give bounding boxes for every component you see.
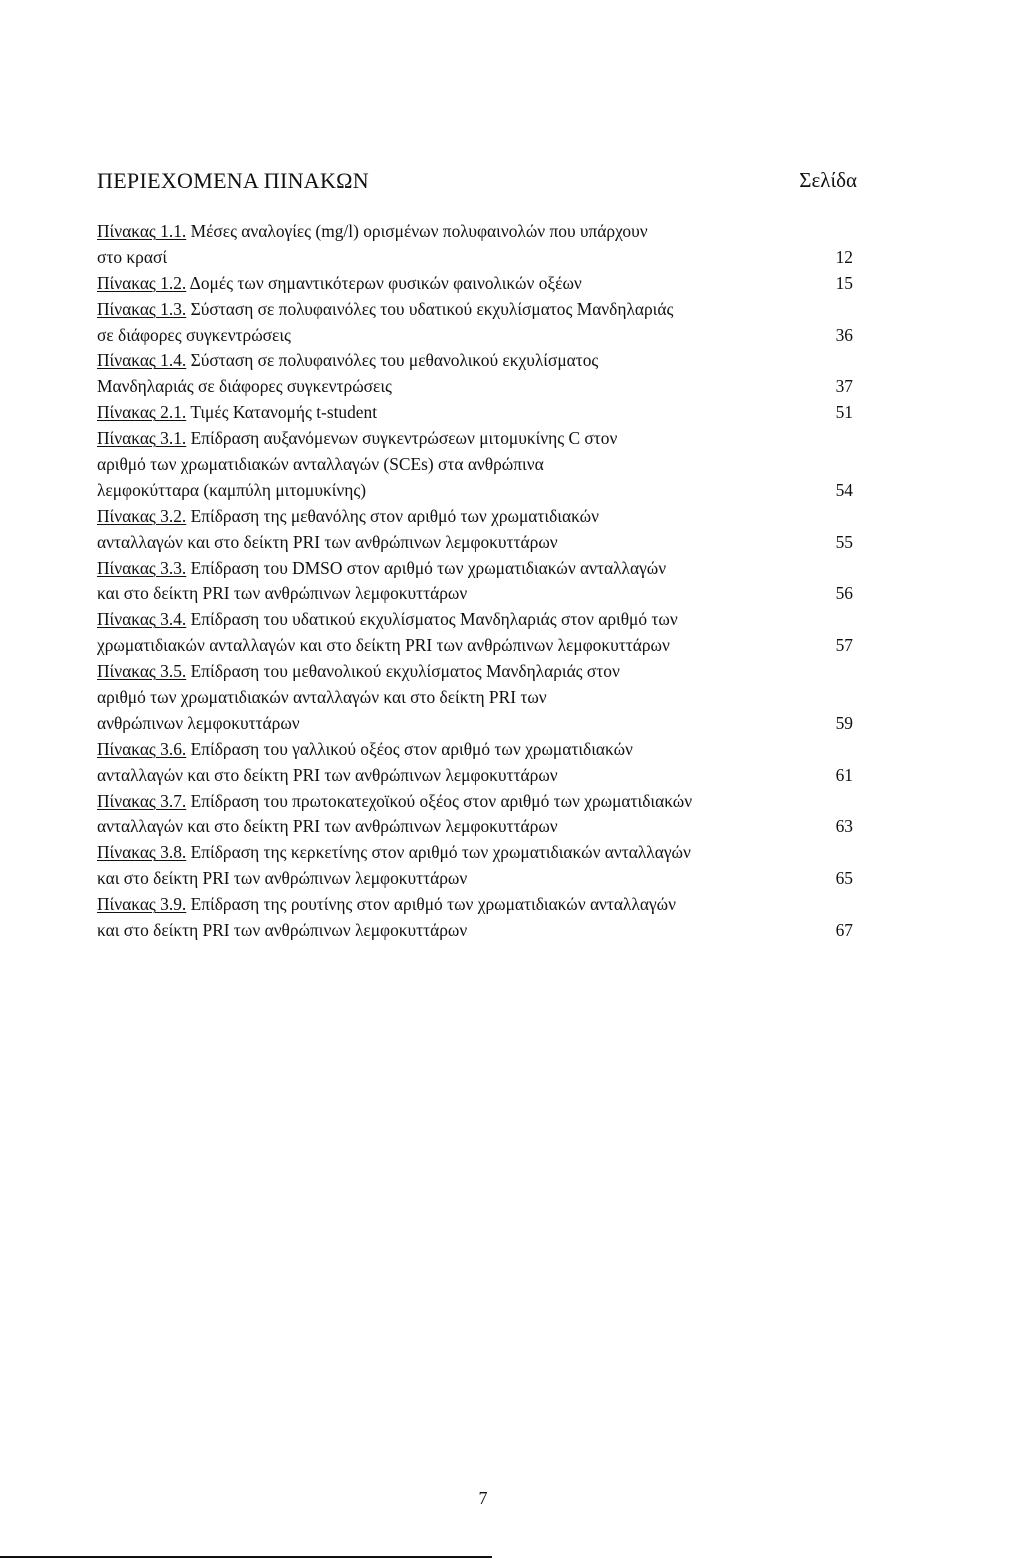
toc-entry — [97, 892, 865, 918]
toc-entry — [97, 737, 865, 763]
toc-entry-text: Επίδραση της μεθανόλης στον αριθμό των χρωματιδιακών — [190, 505, 599, 526]
toc-entry-continuation — [97, 814, 865, 840]
toc-entry-continuation-text: ανθρώπινων λεμφοκυττάρων — [97, 712, 300, 733]
toc-entry-continuation — [97, 866, 865, 892]
toc-entry — [97, 426, 865, 452]
toc-entry-continuation-text: αριθμό των χρωματιδιακών ανταλλαγών (SCEs) στα ανθρώπινα — [97, 454, 544, 475]
toc-entry-page: 37 — [835, 376, 853, 397]
toc-entry — [97, 271, 865, 297]
toc-entry-continuation-text: στο κρασί — [97, 246, 168, 267]
toc-entry-label[interactable]: Πίνακας 3.3. — [97, 557, 187, 578]
toc-entry-page: 61 — [835, 764, 853, 785]
toc-entry — [97, 348, 865, 374]
toc-entry — [97, 297, 865, 323]
toc-entry-continuation-text: ανταλλαγών και στο δείκτη PRI των ανθρώπινων λεμφοκυττάρων — [97, 531, 558, 552]
toc-entry-label[interactable]: Πίνακας 3.2. — [97, 505, 187, 526]
toc-entry-continuation-text: Μανδηλαριάς σε διάφορες συγκεντρώσεις — [97, 376, 392, 397]
toc-entry-continuation-text: αριθμό των χρωματιδιακών ανταλλαγών και στο δείκτη PRI των — [97, 687, 547, 708]
toc-entry-continuation-text: ανταλλαγών και στο δείκτη PRI των ανθρώπινων λεμφοκυττάρων — [97, 764, 558, 785]
toc-entry-continuation — [97, 245, 865, 271]
toc-entry-page: 12 — [835, 246, 853, 267]
toc-entry — [97, 659, 865, 685]
toc-entry-text: Επίδραση του μεθανολικού εκχυλίσματος Μανδηλαριάς στον — [190, 661, 620, 682]
toc-entry — [97, 504, 865, 530]
toc-entry-page: 57 — [835, 635, 853, 656]
toc-entry-continuation-text: χρωματιδιακών ανταλλαγών και στο δείκτη PRI των ανθρώπινων λεμφοκυττάρων — [97, 635, 670, 656]
toc-entry — [97, 840, 865, 866]
toc-entry-text: Επίδραση του πρωτοκατεχοϊκού οξέος στον αριθμό των χρωματιδιακών — [190, 790, 693, 811]
toc-entry-continuation — [97, 711, 865, 737]
toc-entry-continuation — [97, 323, 865, 349]
toc-entry-label[interactable]: Πίνακας 3.4. — [97, 609, 187, 630]
footnote-rule — [0, 1556, 492, 1558]
toc-entry-text: Δομές των σημαντικότερων φυσικών φαινολικών οξέων — [189, 272, 582, 293]
toc-entry-label[interactable]: Πίνακας 1.2. — [97, 272, 187, 293]
toc-entry-continuation — [97, 763, 865, 789]
page-column-heading: Σελίδα — [799, 168, 857, 192]
toc-entry-text: Μέσες αναλογίες (mg/l) ορισμένων πολυφαινολών που υπάρχουν — [190, 221, 648, 241]
toc-entry-continuation — [97, 581, 865, 607]
toc-entry-text: Επίδραση της ρουτίνης στον αριθμό των χρωματιδιακών ανταλλαγών — [190, 894, 676, 915]
toc-entry-page: 59 — [835, 712, 853, 733]
toc-entry-label[interactable]: Πίνακας 3.8. — [97, 842, 187, 863]
toc-entry-continuation-text: και στο δείκτη PRI των ανθρώπινων λεμφοκυττάρων — [97, 868, 468, 889]
toc-entry-continuation-text: και στο δείκτη PRI των ανθρώπινων λεμφοκυττάρων — [97, 583, 468, 604]
toc-entry-page: 67 — [835, 920, 853, 941]
page-title: ΠΕΡΙΕΧΟΜΕΝΑ ΠΙΝΑΚΩΝ — [97, 168, 369, 193]
toc-entry-page: 54 — [835, 479, 853, 500]
toc-entry-continuation — [97, 374, 865, 400]
toc-entry-label[interactable]: Πίνακας 3.1. — [97, 428, 187, 449]
toc-entry — [97, 219, 865, 245]
toc-entry-label[interactable]: Πίνακας 3.9. — [97, 894, 187, 915]
toc-entry-page: 56 — [835, 583, 853, 604]
toc-entry-text: Επίδραση της κερκετίνης στον αριθμό των χρωματιδιακών ανταλλαγών — [190, 842, 691, 863]
toc-entry-page: 36 — [835, 324, 853, 345]
toc-entry — [97, 607, 865, 633]
toc-entry-label[interactable]: Πίνακας 3.6. — [97, 738, 187, 759]
toc-entry-text: Επίδραση του γαλλικού οξέος στον αριθμό των χρωματιδιακών — [190, 738, 633, 759]
toc-entry-continuation — [97, 452, 865, 478]
toc-entry — [97, 789, 865, 815]
toc-entry-label[interactable]: Πίνακας 1.4. — [97, 350, 187, 371]
table-of-contents-list — [97, 219, 865, 944]
toc-entry-continuation — [97, 633, 865, 659]
toc-entry-continuation-text: λεμφοκύτταρα (καμπύλη μιτομυκίνης) — [97, 479, 367, 500]
toc-entry-label[interactable]: Πίνακας 2.1. — [97, 402, 187, 423]
toc-entry-continuation — [97, 685, 865, 711]
toc-entry-continuation-text: και στο δείκτη PRI των ανθρώπινων λεμφοκυττάρων — [97, 920, 468, 941]
toc-entry-text: Σύσταση σε πολυφαινόλες του μεθανολικού εκχυλίσματος — [190, 350, 599, 371]
toc-entry-text: Τιμές Κατανομής t-student — [190, 402, 378, 423]
toc-entry-label[interactable]: Πίνακας 3.7. — [97, 790, 187, 811]
toc-header — [97, 168, 857, 202]
toc-entry-page: 63 — [835, 816, 853, 837]
toc-entry-continuation-text: σε διάφορες συγκεντρώσεις — [97, 324, 291, 345]
toc-entry-continuation-text: ανταλλαγών και στο δείκτη PRI των ανθρώπινων λεμφοκυττάρων — [97, 816, 558, 837]
toc-entry-text: Επίδραση του DMSO στον αριθμό των χρωματιδιακών ανταλλαγών — [190, 557, 667, 578]
toc-entry-continuation — [97, 530, 865, 556]
toc-entry-page: 15 — [835, 272, 853, 293]
toc-entry-continuation — [97, 918, 865, 944]
toc-entry-page: 65 — [835, 868, 853, 889]
toc-entry-text: Σύσταση σε πολυφαινόλες του υδατικού εκχυλίσματος Μανδηλαριάς — [190, 298, 674, 319]
toc-entry-page: 55 — [835, 531, 853, 552]
toc-entry-text: Επίδραση αυξανόμενων συγκεντρώσεων μιτομυκίνης C στον — [190, 428, 618, 449]
toc-entry-page: 51 — [835, 402, 853, 423]
toc-entry-continuation — [97, 478, 865, 504]
toc-entry-text: Επίδραση του υδατικού εκχυλίσματος Μανδηλαριάς στον αριθμό των — [190, 609, 678, 630]
page-number: 7 — [478, 1488, 488, 1508]
toc-entry-label[interactable]: Πίνακας 1.1. — [97, 221, 187, 241]
toc-entry-label[interactable]: Πίνακας 3.5. — [97, 661, 187, 682]
toc-entry — [97, 556, 865, 582]
toc-entry-label[interactable]: Πίνακας 1.3. — [97, 298, 187, 319]
toc-entry — [97, 400, 865, 426]
